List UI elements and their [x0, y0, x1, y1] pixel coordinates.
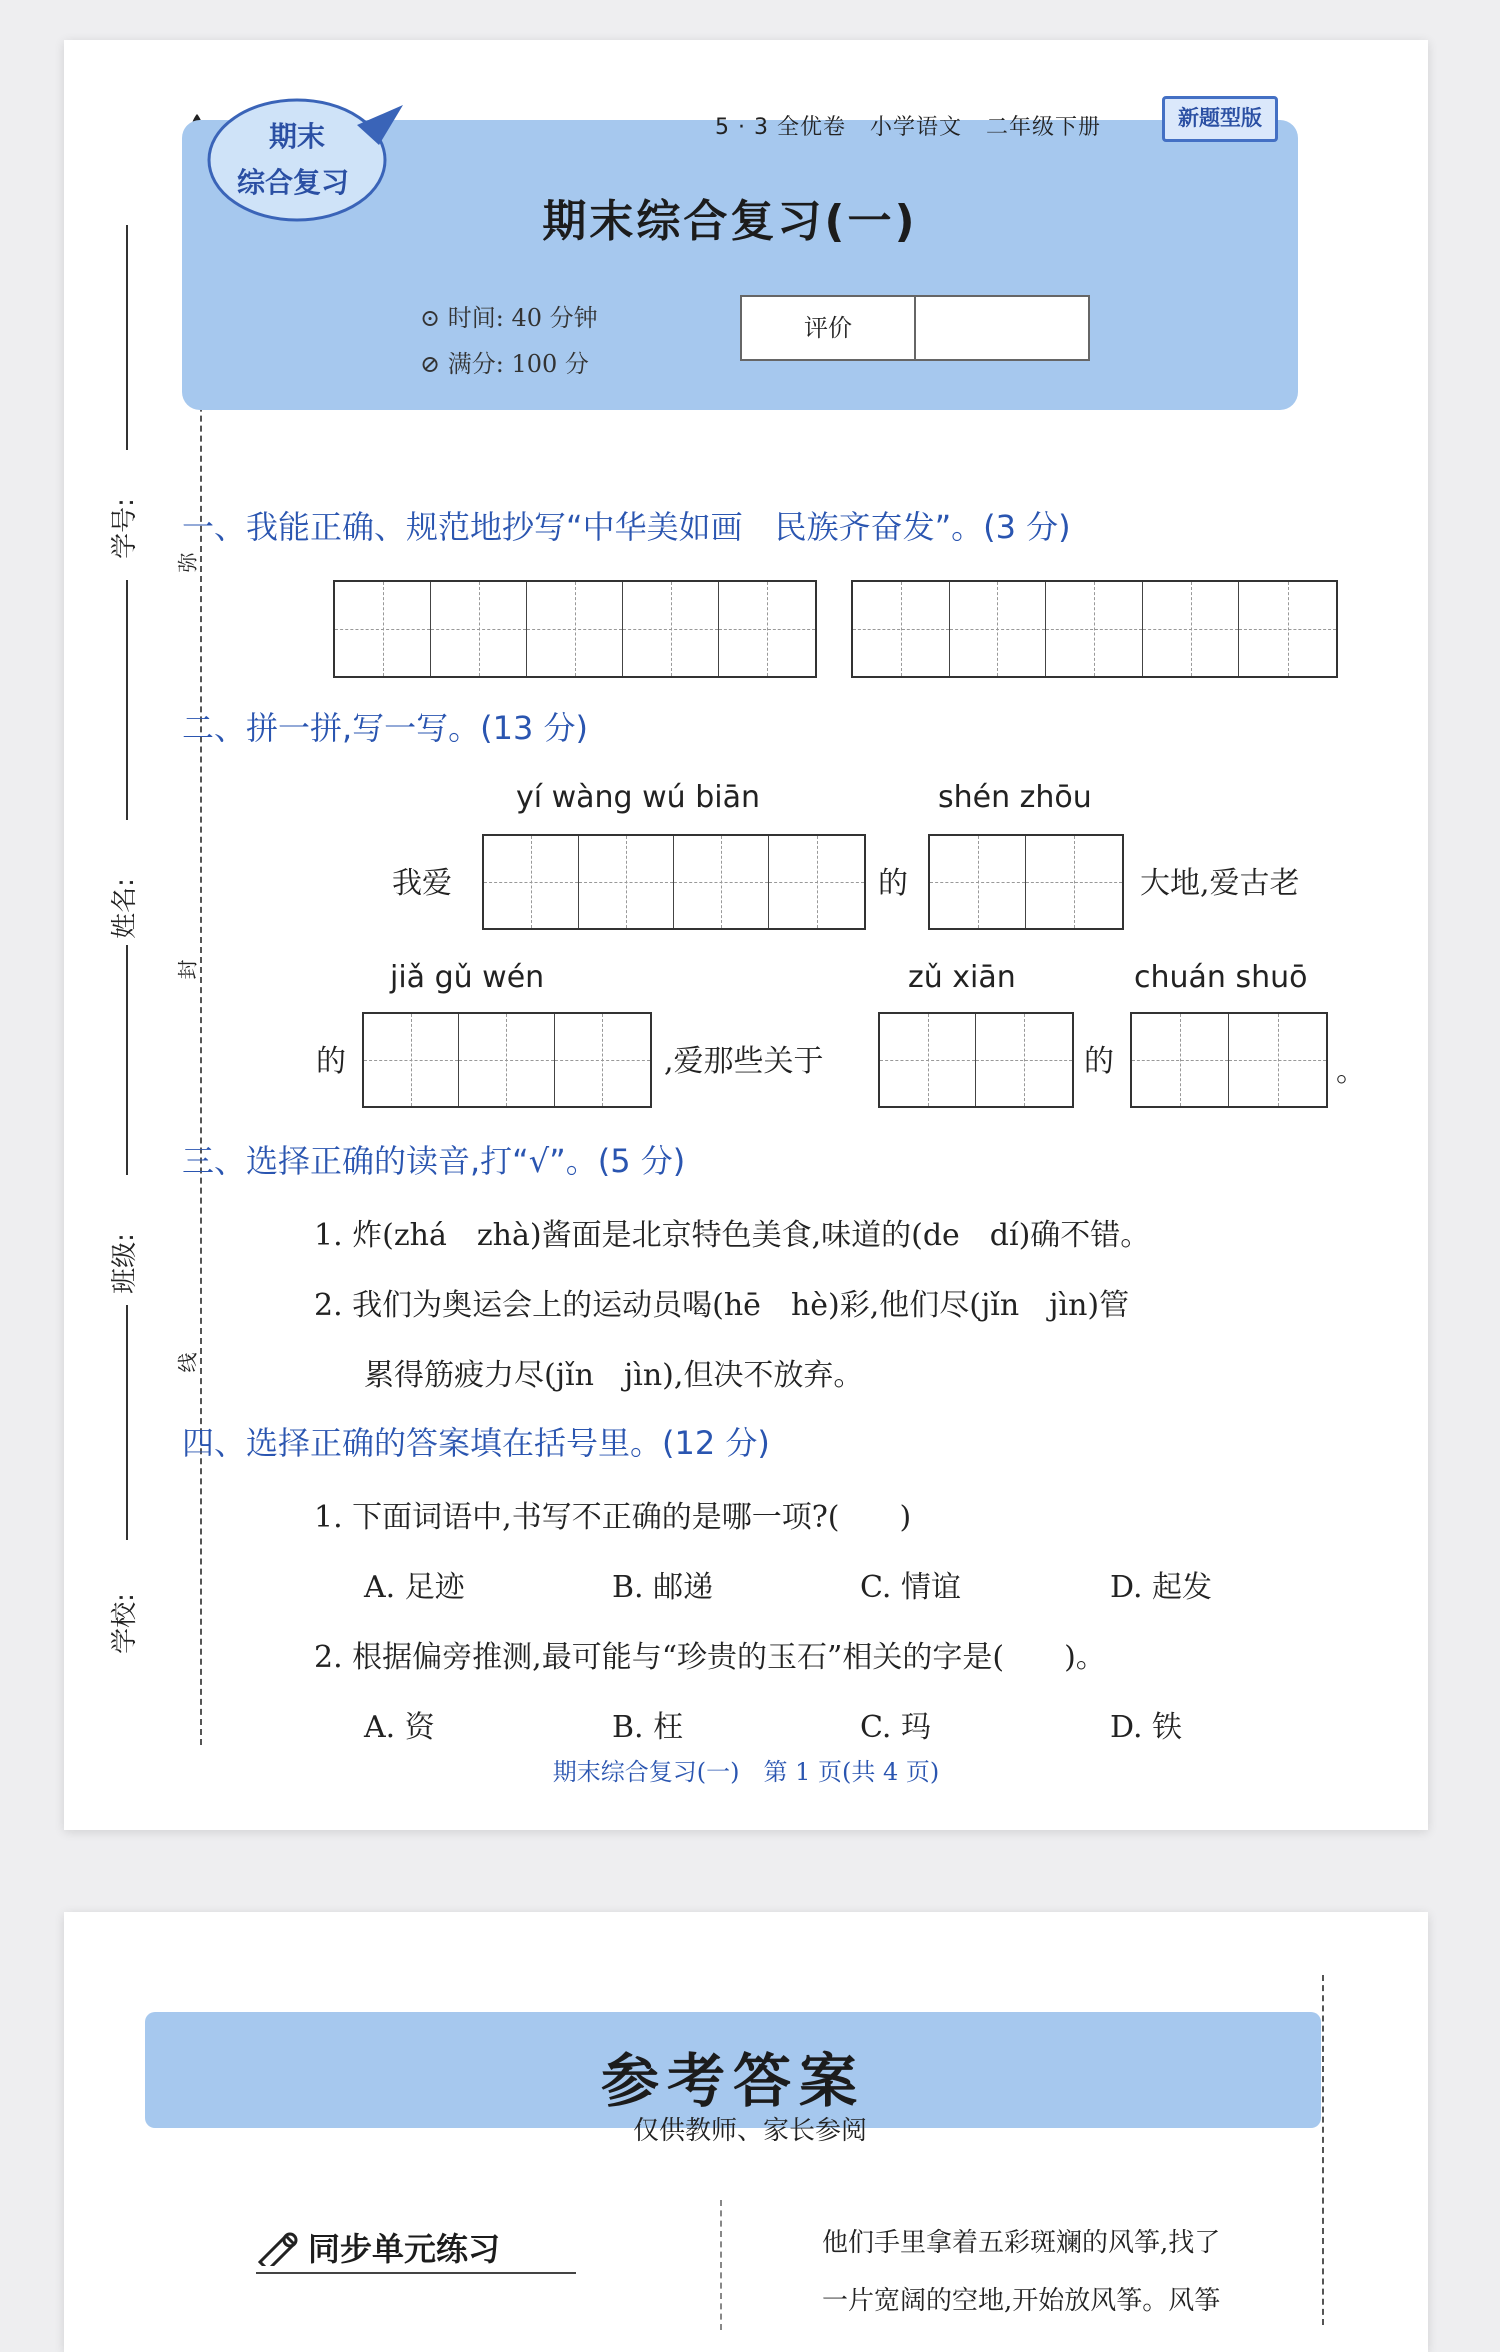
number-label: 学号:: [109, 498, 140, 559]
q4-line-1: 1. 下面词语中,书写不正确的是哪一项?( ): [314, 1500, 912, 1535]
q4-option[interactable]: B. 枉: [612, 1710, 684, 1745]
answer-dashed-line: [1322, 1975, 1324, 2325]
q2-heading: 二、拼一拼,写一写。(13 分): [182, 709, 589, 747]
q2-grid-3[interactable]: [362, 1012, 652, 1108]
time-row: [420, 298, 598, 333]
q3-line-3: 累得筋疲力尽(jǐn jìn),但决不放弃。: [364, 1358, 864, 1393]
pinyin-4: zǔ xiān: [908, 960, 1016, 995]
pinyin-2: shén zhōu: [938, 780, 1092, 815]
q2-grid-5[interactable]: [1130, 1012, 1328, 1108]
school-label: 学校:: [109, 1593, 140, 1654]
score-row: [420, 344, 589, 379]
answer-column-divider: [720, 2200, 722, 2330]
q4-option[interactable]: B. 邮递: [612, 1570, 714, 1605]
evaluation-box: [740, 295, 1090, 361]
q2-text-5: ,爱那些关于: [664, 1044, 824, 1079]
q1-grid-left[interactable]: [333, 580, 817, 678]
page-footer: 期末综合复习(一) 第 1 页(共 4 页): [552, 1758, 940, 1786]
time-text: 时间: 40 分钟: [447, 304, 598, 332]
badge-line2: 综合复习: [237, 166, 350, 199]
pinyin-5: chuán shuō: [1134, 960, 1308, 995]
answer-text-2: 一片宽阔的空地,开始放风筝。风筝: [822, 2286, 1221, 2316]
answer-title: 参考答案: [600, 2047, 865, 2115]
q2-text-3: 大地,爱古老: [1140, 866, 1300, 901]
pinyin-1: yí wàng wú biān: [516, 780, 760, 815]
seal-word-3: 线: [175, 1352, 200, 1373]
q3-line-2: 2. 我们为奥运会上的运动员喝(hē hè)彩,他们尽(jǐn jìn)管: [314, 1288, 1130, 1323]
name-label: 姓名:: [109, 878, 140, 939]
q2-text-1: 我爱: [392, 866, 452, 901]
number-line: [126, 225, 128, 450]
q4-option[interactable]: D. 铁: [1110, 1710, 1183, 1745]
pen-icon: [256, 2230, 300, 2270]
series: 5 · 3 全优卷: [715, 115, 846, 140]
check-icon: ⊘: [420, 350, 441, 378]
q3-line-1: 1. 炸(zhá zhà)酱面是北京特色美食,味道的(de dí)确不错。: [314, 1218, 1151, 1253]
grade: 二年级下册: [985, 115, 1101, 140]
q1-grid-right[interactable]: [851, 580, 1338, 678]
q2-text-7: 。: [1336, 1054, 1366, 1089]
class-label: 班级:: [109, 1233, 140, 1294]
name-line: [126, 580, 128, 820]
q2-grid-1[interactable]: [482, 834, 866, 930]
answer-section-title: 同步单元练习: [308, 2230, 501, 2268]
edition-badge: 新题型版: [1162, 96, 1278, 142]
q2-text-2: 的: [878, 866, 908, 901]
section-underline: [256, 2272, 576, 2274]
class-line: [126, 1305, 128, 1540]
q4-option[interactable]: A. 足迹: [364, 1570, 465, 1605]
q4-heading: 四、选择正确的答案填在括号里。(12 分): [182, 1424, 770, 1462]
q2-text-6: 的: [1084, 1044, 1114, 1079]
q2-grid-4[interactable]: [878, 1012, 1074, 1108]
seal-word-1: 弥: [175, 552, 200, 573]
page-title: 期末综合复习(一): [542, 196, 918, 247]
badge: [207, 75, 407, 225]
name-line-2: [126, 945, 128, 1175]
badge-line1: 期末: [269, 120, 326, 153]
evaluation-label: 评价: [742, 297, 916, 359]
q3-heading: 三、选择正确的读音,打“√”。(5 分): [182, 1142, 686, 1180]
q4-line-2: 2. 根据偏旁推测,最可能与“珍贵的玉石”相关的字是( )。: [314, 1640, 1106, 1675]
q2-grid-2[interactable]: [928, 834, 1124, 930]
q4-option[interactable]: C. 玛: [860, 1710, 931, 1745]
q4-option[interactable]: C. 情谊: [860, 1570, 961, 1605]
subject: 小学语文: [869, 115, 962, 140]
series-meta: [715, 110, 1101, 141]
q1-heading: 一、我能正确、规范地抄写“中华美如画 民族齐奋发”。(3 分): [182, 508, 1071, 546]
answer-text-1: 他们手里拿着五彩斑斓的风筝,找了: [822, 2228, 1221, 2258]
q4-option[interactable]: A. 资: [364, 1710, 435, 1745]
score-text: 满分: 100 分: [447, 350, 589, 378]
q2-text-4: 的: [316, 1044, 346, 1079]
answer-subtitle: 仅供教师、家长参阅: [632, 2116, 867, 2146]
q4-option[interactable]: D. 起发: [1110, 1570, 1213, 1605]
clock-icon: ⊙: [420, 304, 441, 332]
pinyin-3: jiǎ gǔ wén: [390, 960, 545, 995]
seal-word-2: 封: [175, 959, 200, 980]
